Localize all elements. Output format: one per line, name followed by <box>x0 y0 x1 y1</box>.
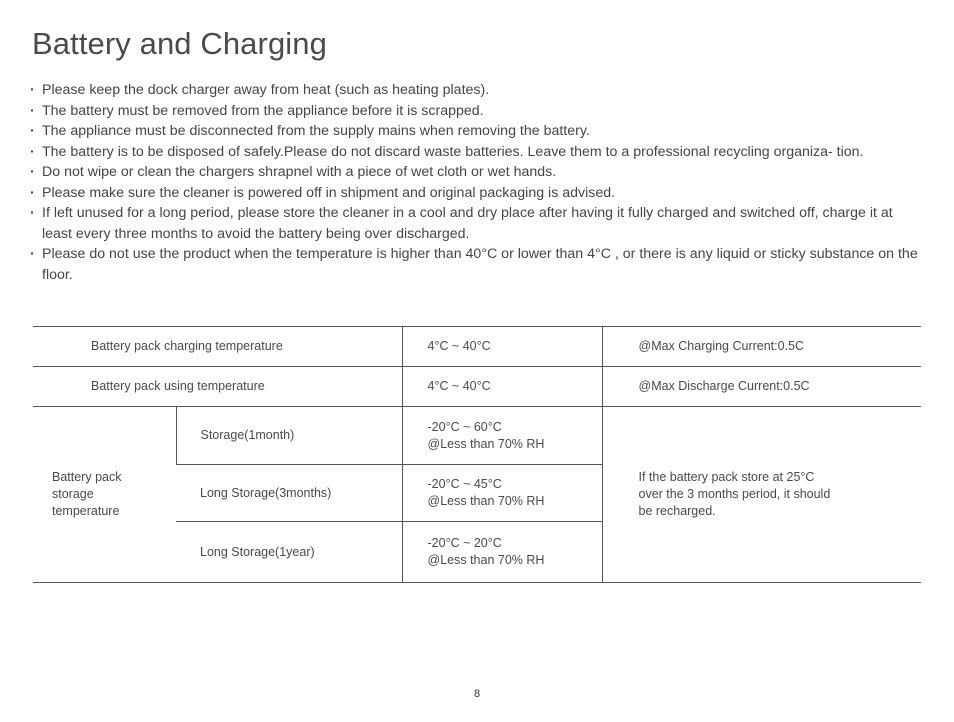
table-cell-note: @Max Discharge Current:0.5C <box>602 367 921 407</box>
safety-bullet-list <box>30 80 920 285</box>
table-cell-value: -20°C ~ 60°C @Less than 70% RH <box>402 407 602 465</box>
page-title: Battery and Charging <box>32 26 327 61</box>
table-cell-label: Battery pack using temperature <box>33 367 402 407</box>
table-cell-label: Long Storage(3months) <box>176 465 402 522</box>
table-cell-note: If the battery pack store at 25°C over the 3 months period, it should be recharged. <box>602 407 921 583</box>
table-cell-note: @Max Charging Current:0.5C <box>602 327 921 367</box>
table-cell-label: Long Storage(1year) <box>176 522 402 583</box>
table-cell-label: Storage(1month) <box>176 407 402 465</box>
table-cell-value: 4°C ~ 40°C <box>402 367 602 407</box>
table-cell-value: 4°C ~ 40°C <box>402 327 602 367</box>
bullet-item: · Do not wipe or clean the chargers shrapnel with a piece of wet cloth or wet hands. <box>30 162 920 183</box>
table-row <box>33 407 921 465</box>
table-cell-group-label: Battery pack storage temperature <box>33 407 176 583</box>
table-cell-value: -20°C ~ 20°C @Less than 70% RH <box>402 522 602 583</box>
table-cell-value: -20°C ~ 45°C @Less than 70% RH <box>402 465 602 522</box>
bullet-item: · If left unused for a long period, please store the cleaner in a cool and dry place after having it fully charged and switched off, charge it at least every three months to avoid the battery being over discharged. <box>30 203 920 244</box>
page-number: 8 <box>473 688 481 700</box>
bullet-item: · The battery is to be disposed of safely.Please do not discard waste batteries. Leave them to a professional recycling organiza- tion. <box>30 142 920 163</box>
bullet-item: · The battery must be removed from the appliance before it is scrapped. <box>30 101 920 122</box>
bullet-item: · Please keep the dock charger away from heat (such as heating plates). <box>30 80 920 101</box>
table-row <box>33 327 921 367</box>
bullet-item: · The appliance must be disconnected from the supply mains when removing the battery. <box>30 121 920 142</box>
bullet-item: · Please make sure the cleaner is powered off in shipment and original packaging is advised. <box>30 183 920 204</box>
battery-spec-table <box>33 326 921 583</box>
bullet-item: · Please do not use the product when the temperature is higher than 40°C or lower than 4°C , or there is any liquid or sticky substance on the floor. <box>30 244 920 285</box>
table-cell-label: Battery pack charging temperature <box>33 327 402 367</box>
table-row <box>33 367 921 407</box>
